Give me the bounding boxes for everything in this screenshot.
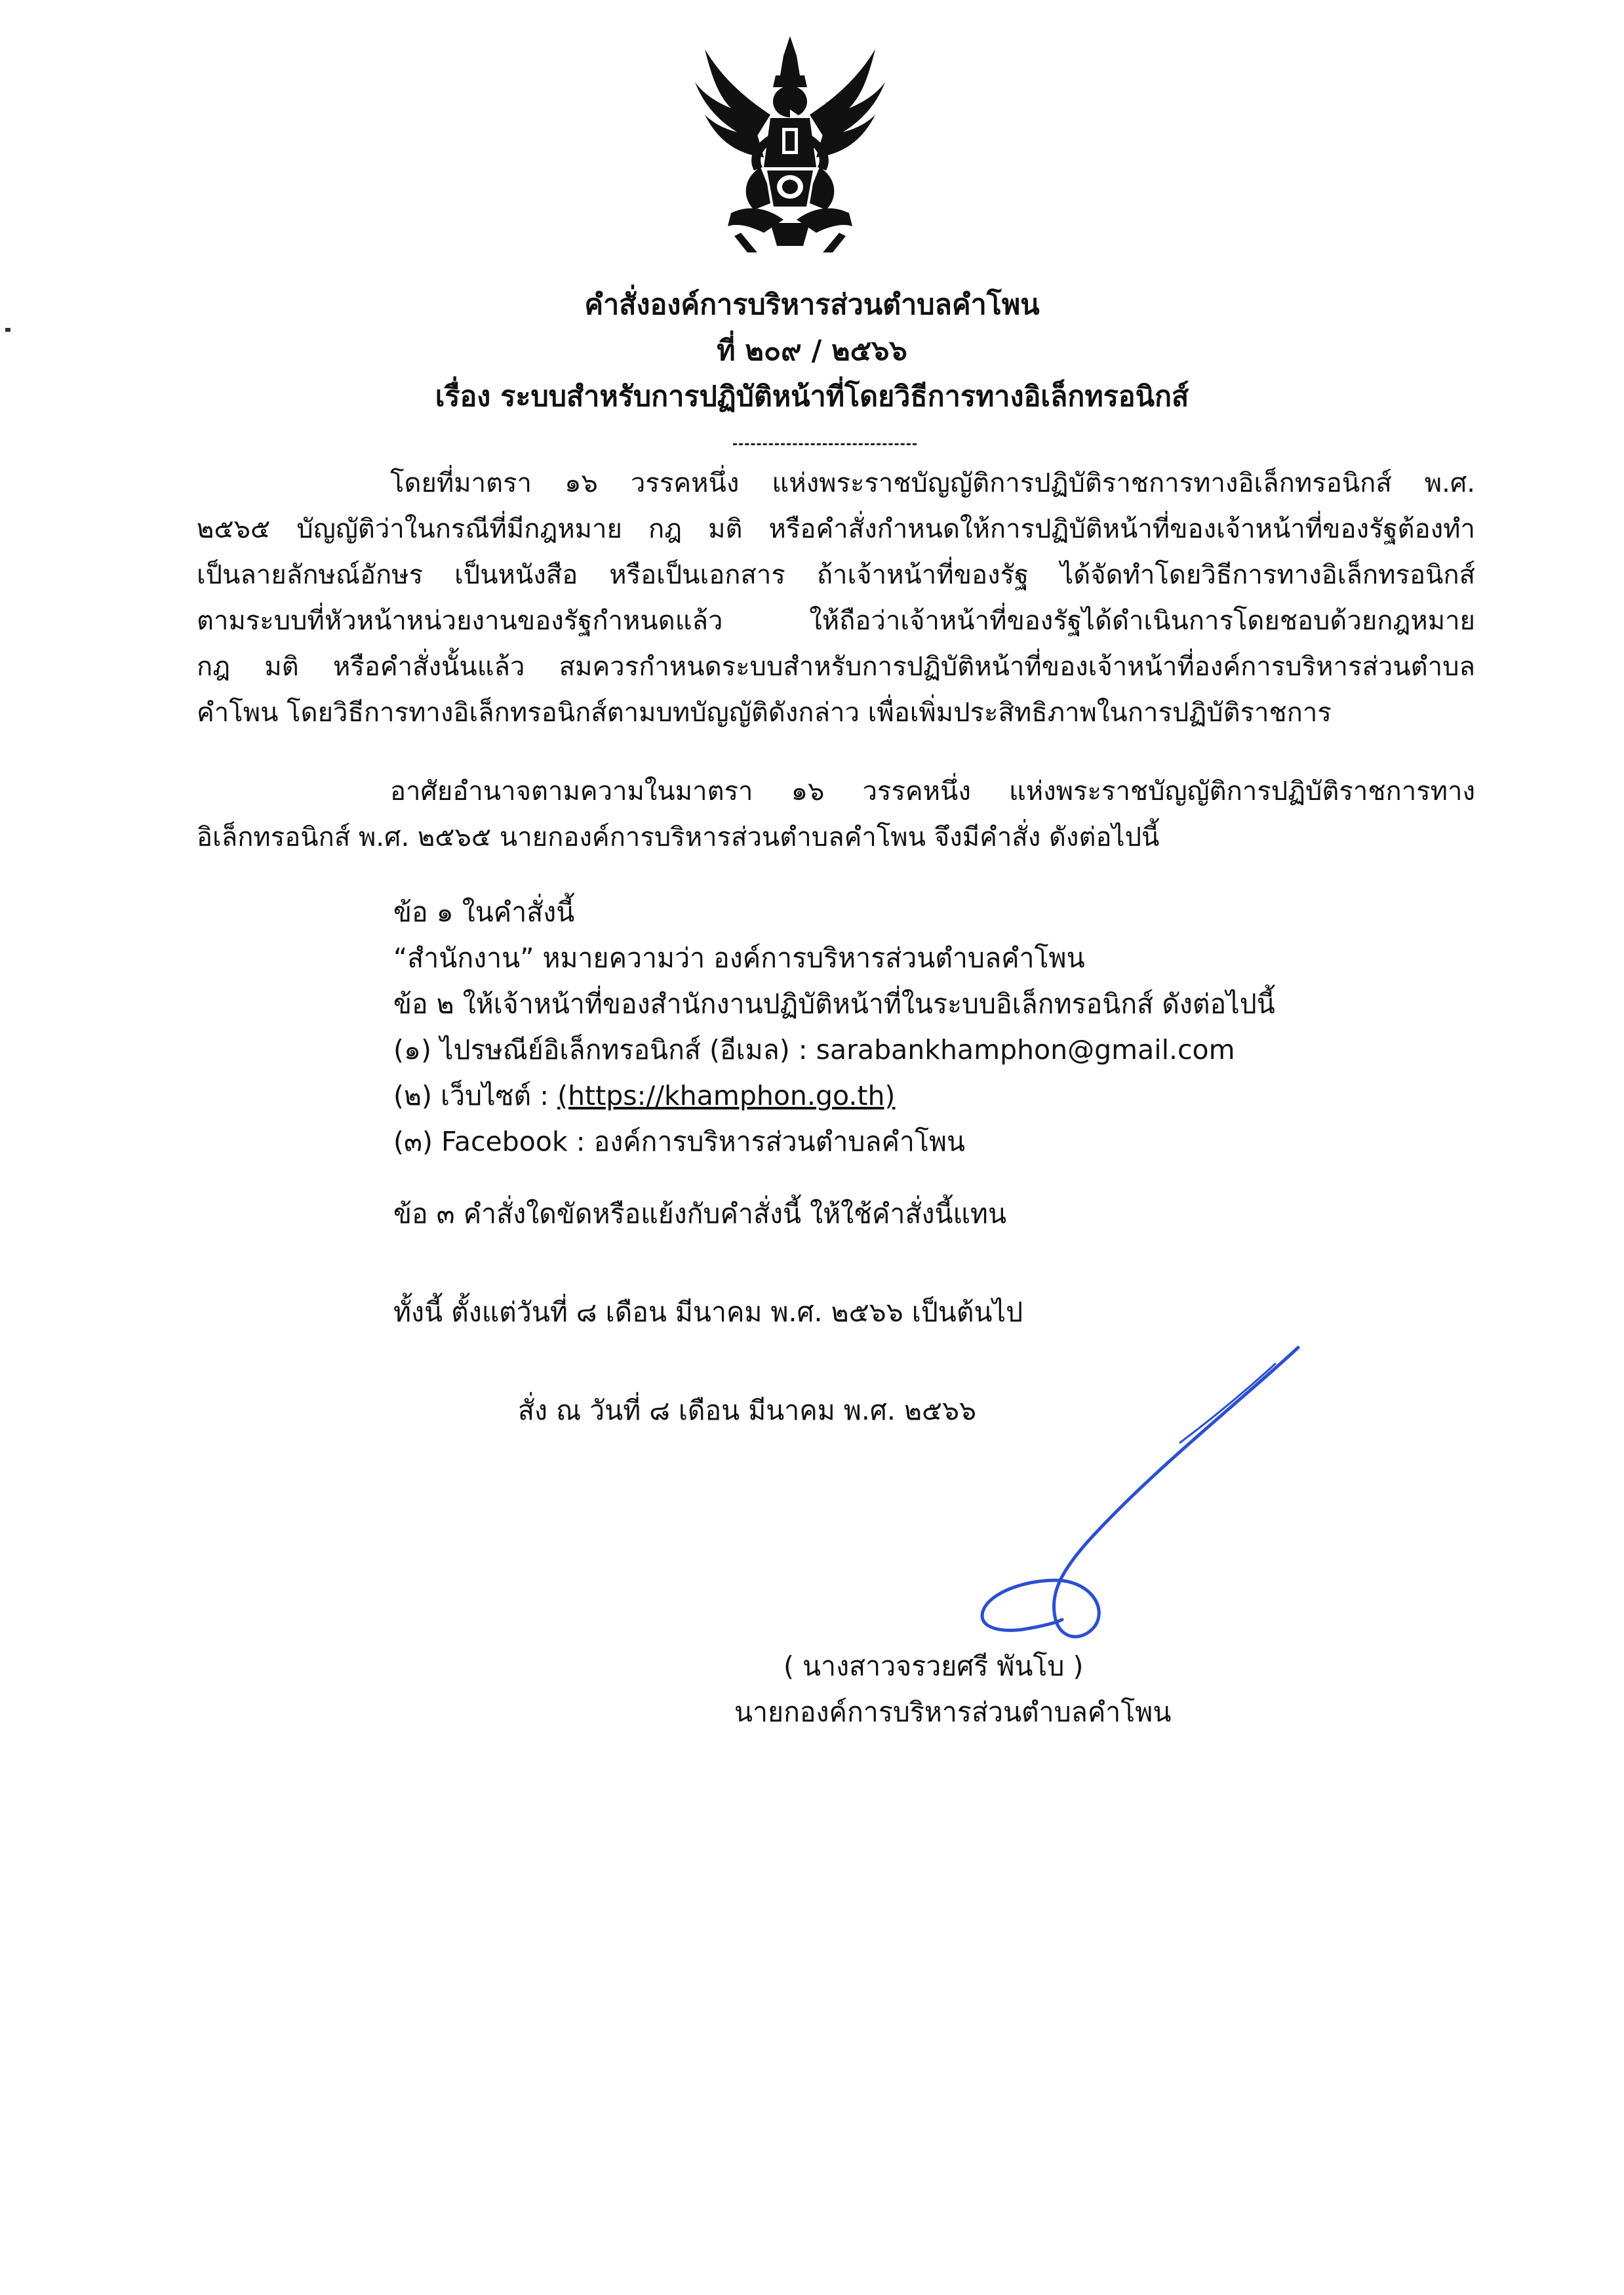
item-email: (๑) ไปรษณีย์อิเล็กทรอนิกส์ (อีเมล) : sarabankhamphon@gmail.com bbox=[393, 1034, 1235, 1066]
clause-2: ข้อ ๒ ให้เจ้าหน้าที่ของสำนักงานปฏิบัติหน้าที่ในระบบอิเล็กทรอนิกส์ ดังต่อไปนี้ bbox=[393, 988, 1275, 1020]
order-date: สั่ง ณ วันที่ ๘ เดือน มีนาคม พ.ศ. ๒๕๖๖ bbox=[518, 1395, 977, 1426]
item-website-label: (๒) เว็บไซต์ : bbox=[393, 1080, 558, 1111]
document-subject: เรื่อง ระบบสำหรับการปฏิบัติหน้าที่โดยวิธีการทางอิเล็กทรอนิกส์ bbox=[435, 380, 1189, 413]
definition: “สำนักงาน” หมายความว่า องค์การบริหารส่วนตำบลคำโพน bbox=[393, 942, 1085, 974]
effective-date: ทั้งนี้ ตั้งแต่วันที่ ๘ เดือน มีนาคม พ.ศ. ๒๕๖๖ เป็นต้นไป bbox=[393, 1296, 1023, 1328]
document-number: ที่ ๒๐๙ / ๒๕๖๖ bbox=[717, 334, 907, 367]
para2-line2: อิเล็กทรอนิกส์ พ.ศ. ๒๕๖๕ นายกองค์การบริหารส่วนตำบลคำโพน จึงมีคำสั่ง ดังต่อไปนี้ bbox=[197, 822, 1160, 852]
signatory-position: นายกองค์การบริหารส่วนตำบลคำโพน bbox=[734, 1696, 1172, 1728]
para1-line3: เป็นลายลักษณ์อักษร เป็นหนังสือ หรือเป็นเอกสาร ถ้าเจ้าหน้าที่ของรัฐ ได้จัดทำโดยวิธีการทางอิเล็กทรอนิกส์ bbox=[197, 560, 1475, 590]
para1-line5: กฎ มติ หรือคำสั่งนั้นแล้ว สมควรกำหนดระบบสำหรับการปฏิบัติหน้าที่ของเจ้าหน้าที่องค์การบริหารส่วนตำบล bbox=[197, 652, 1475, 682]
para1-line1: โดยที่มาตรา ๑๖ วรรคหนึ่ง แห่งพระราชบัญญัติการปฏิบัติราชการทางอิเล็กทรอนิกส์ พ.ศ. bbox=[390, 468, 1475, 498]
signatory-name: ( นางสาวจรวยศรี พันโบ ) bbox=[783, 1650, 1084, 1682]
clause-1: ข้อ ๑ ในคำสั่งนี้ bbox=[393, 896, 575, 928]
document-title: คำสั่งองค์การบริหารส่วนตำบลคำโพน bbox=[584, 289, 1040, 321]
item-website bbox=[393, 1077, 895, 1115]
para1-line4: ตามระบบที่หัวหน้าหน่วยงานของรัฐกำหนดแล้ว ให้ถือว่าเจ้าหน้าที่ของรัฐได้ดำเนินการโดยชอบด้วยกฎหมาย bbox=[197, 606, 1475, 636]
signature-stroke bbox=[982, 1347, 1298, 1637]
garuda-emblem bbox=[692, 36, 888, 256]
clause-3: ข้อ ๓ คำสั่งใดขัดหรือแย้งกับคำสั่งนี้ ให้ใช้คำสั่งนี้แทน bbox=[393, 1198, 1006, 1229]
heading-divider bbox=[733, 443, 917, 445]
para1-line2: ๒๕๖๕ บัญญัติว่าในกรณีที่มีกฎหมาย กฎ มติ หรือคำสั่งกำหนดให้การปฏิบัติหน้าที่ของเจ้าหน้าที่ของรัฐต้องทำ bbox=[197, 514, 1475, 544]
handwritten-signature bbox=[787, 1344, 1324, 1646]
item-facebook: (๓) Facebook : องค์การบริหารส่วนตำบลคำโพน bbox=[393, 1126, 966, 1157]
para2-line1: อาศัยอำนาจตามความในมาตรา ๑๖ วรรคหนึ่ง แห่งพระราชบัญญัติการปฏิบัติราชการทาง bbox=[390, 776, 1475, 807]
website-link[interactable]: (https://khamphon.go.th) bbox=[557, 1080, 896, 1111]
para1-line6: คำโพน โดยวิธีการทางอิเล็กทรอนิกส์ตามบทบัญญัติดังกล่าว เพื่อเพิ่มประสิทธิภาพในการปฏิบัติราชการ bbox=[197, 698, 1332, 728]
